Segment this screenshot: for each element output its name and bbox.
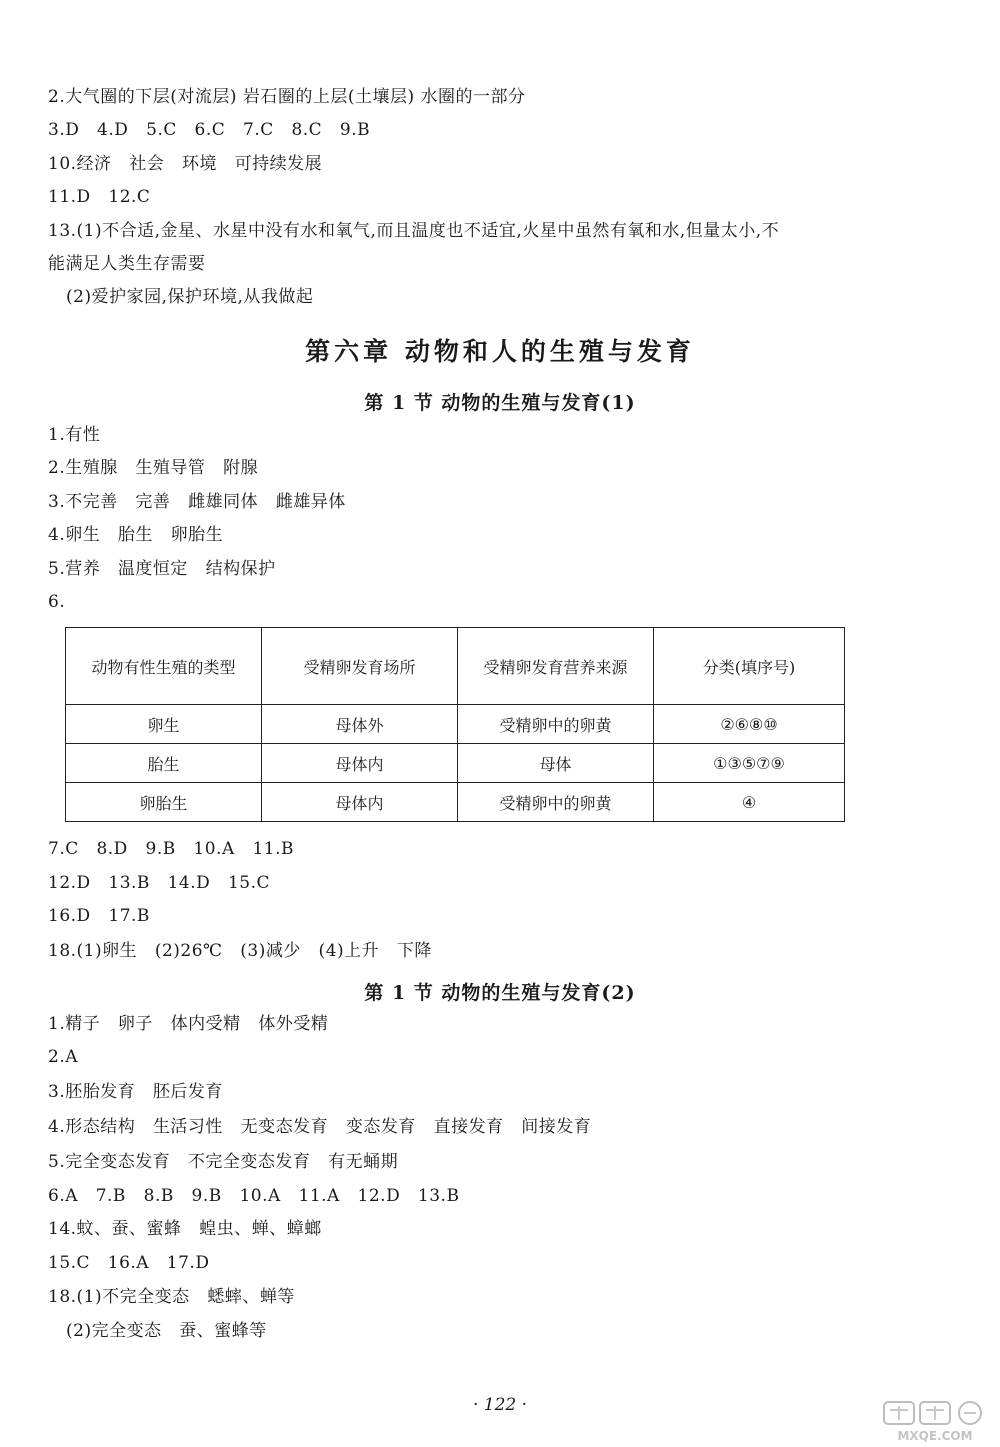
answer-line: 3.不完善 完善 雌雄同体 雌雄异体 <box>48 492 346 512</box>
answer-line: 4.形态结构 生活习性 无变态发育 变态发育 直接发育 间接发育 <box>48 1117 592 1137</box>
answer-line: 18.(1)卵生 (2)26℃ (3)减少 (4)上升 下降 <box>48 941 432 961</box>
table-row <box>66 783 845 822</box>
watermark-logo <box>880 1400 990 1444</box>
answer-line: 11.D 12.C <box>48 187 151 207</box>
answer-line: 7.C 8.D 9.B 10.A 11.B <box>48 839 294 859</box>
answer-line: 能满足人类生存需要 <box>48 254 206 274</box>
answer-line: 5.营养 温度恒定 结构保护 <box>48 559 276 579</box>
reproduction-table <box>65 627 845 822</box>
answer-line: 18.(1)不完全变态 蟋蟀、蝉等 <box>48 1287 295 1307</box>
answer-line: 4.卵生 胎生 卵胎生 <box>48 525 224 545</box>
answer-line: 10.经济 社会 环境 可持续发展 <box>48 154 323 174</box>
answer-line: 15.C 16.A 17.D <box>48 1253 210 1273</box>
answer-line: 2.大气圈的下层(对流层) 岩石圈的上层(土壤层) 水圈的一部分 <box>48 87 526 107</box>
table-cell: 卵胎生 <box>66 783 262 822</box>
answer-line: (2)爱护家园,保护环境,从我做起 <box>66 287 314 307</box>
table-cell: ②⑥⑧⑩ <box>654 705 845 744</box>
table-cell: ④ <box>654 783 845 822</box>
answer-line: 2.生殖腺 生殖导管 附腺 <box>48 458 259 478</box>
table-cell: 受精卵中的卵黄 <box>458 783 654 822</box>
table-cell: 胎生 <box>66 744 262 783</box>
answer-line: 3.D 4.D 5.C 6.C 7.C 8.C 9.B <box>48 120 371 140</box>
page-number: · 122 · <box>472 1395 528 1415</box>
chapter-title: 第六章 动物和人的生殖与发育 <box>305 337 695 366</box>
answer-line: 6. <box>48 592 66 612</box>
answer-line: 5.完全变态发育 不完全变态发育 有无蛹期 <box>48 1152 399 1172</box>
table-cell: 母体 <box>458 744 654 783</box>
section-title: 第 1 节 动物的生殖与发育(2) <box>364 982 636 1004</box>
table-cell: 卵生 <box>66 705 262 744</box>
table-cell: 受精卵中的卵黄 <box>458 705 654 744</box>
answer-line: 14.蚊、蚕、蜜蜂 蝗虫、蝉、蟑螂 <box>48 1219 322 1239</box>
table-row <box>66 705 845 744</box>
table-header-cell: 受精卵发育场所 <box>262 628 458 705</box>
answer-line: 1.精子 卵子 体内受精 体外受精 <box>48 1014 329 1034</box>
table-cell: ①③⑤⑦⑨ <box>654 744 845 783</box>
table-row <box>66 744 845 783</box>
table-header-cell: 动物有性生殖的类型 <box>66 628 262 705</box>
table-header-cell: 受精卵发育营养来源 <box>458 628 654 705</box>
answer-line: 12.D 13.B 14.D 15.C <box>48 873 271 893</box>
answer-line: 1.有性 <box>48 425 101 445</box>
table-cell: 母体外 <box>262 705 458 744</box>
table-header-cell: 分类(填序号) <box>654 628 845 705</box>
answer-line: (2)完全变态 蚕、蜜蜂等 <box>66 1321 267 1341</box>
answer-line: 2.A <box>48 1047 78 1067</box>
answer-line: 16.D 17.B <box>48 906 150 926</box>
answer-line: 13.(1)不合适,金星、水星中没有水和氧气,而且温度也不适宜,火星中虽然有氧和水,但量太小,不 <box>48 221 780 241</box>
section-title: 第 1 节 动物的生殖与发育(1) <box>364 392 636 414</box>
answer-line: 6.A 7.B 8.B 9.B 10.A 11.A 12.D 13.B <box>48 1186 460 1206</box>
table-cell: 母体内 <box>262 744 458 783</box>
table-header-row <box>66 628 845 705</box>
answer-line: 3.胚胎发育 胚后发育 <box>48 1082 223 1102</box>
table-cell: 母体内 <box>262 783 458 822</box>
svg-text:MXQE.COM: MXQE.COM <box>897 1429 973 1443</box>
